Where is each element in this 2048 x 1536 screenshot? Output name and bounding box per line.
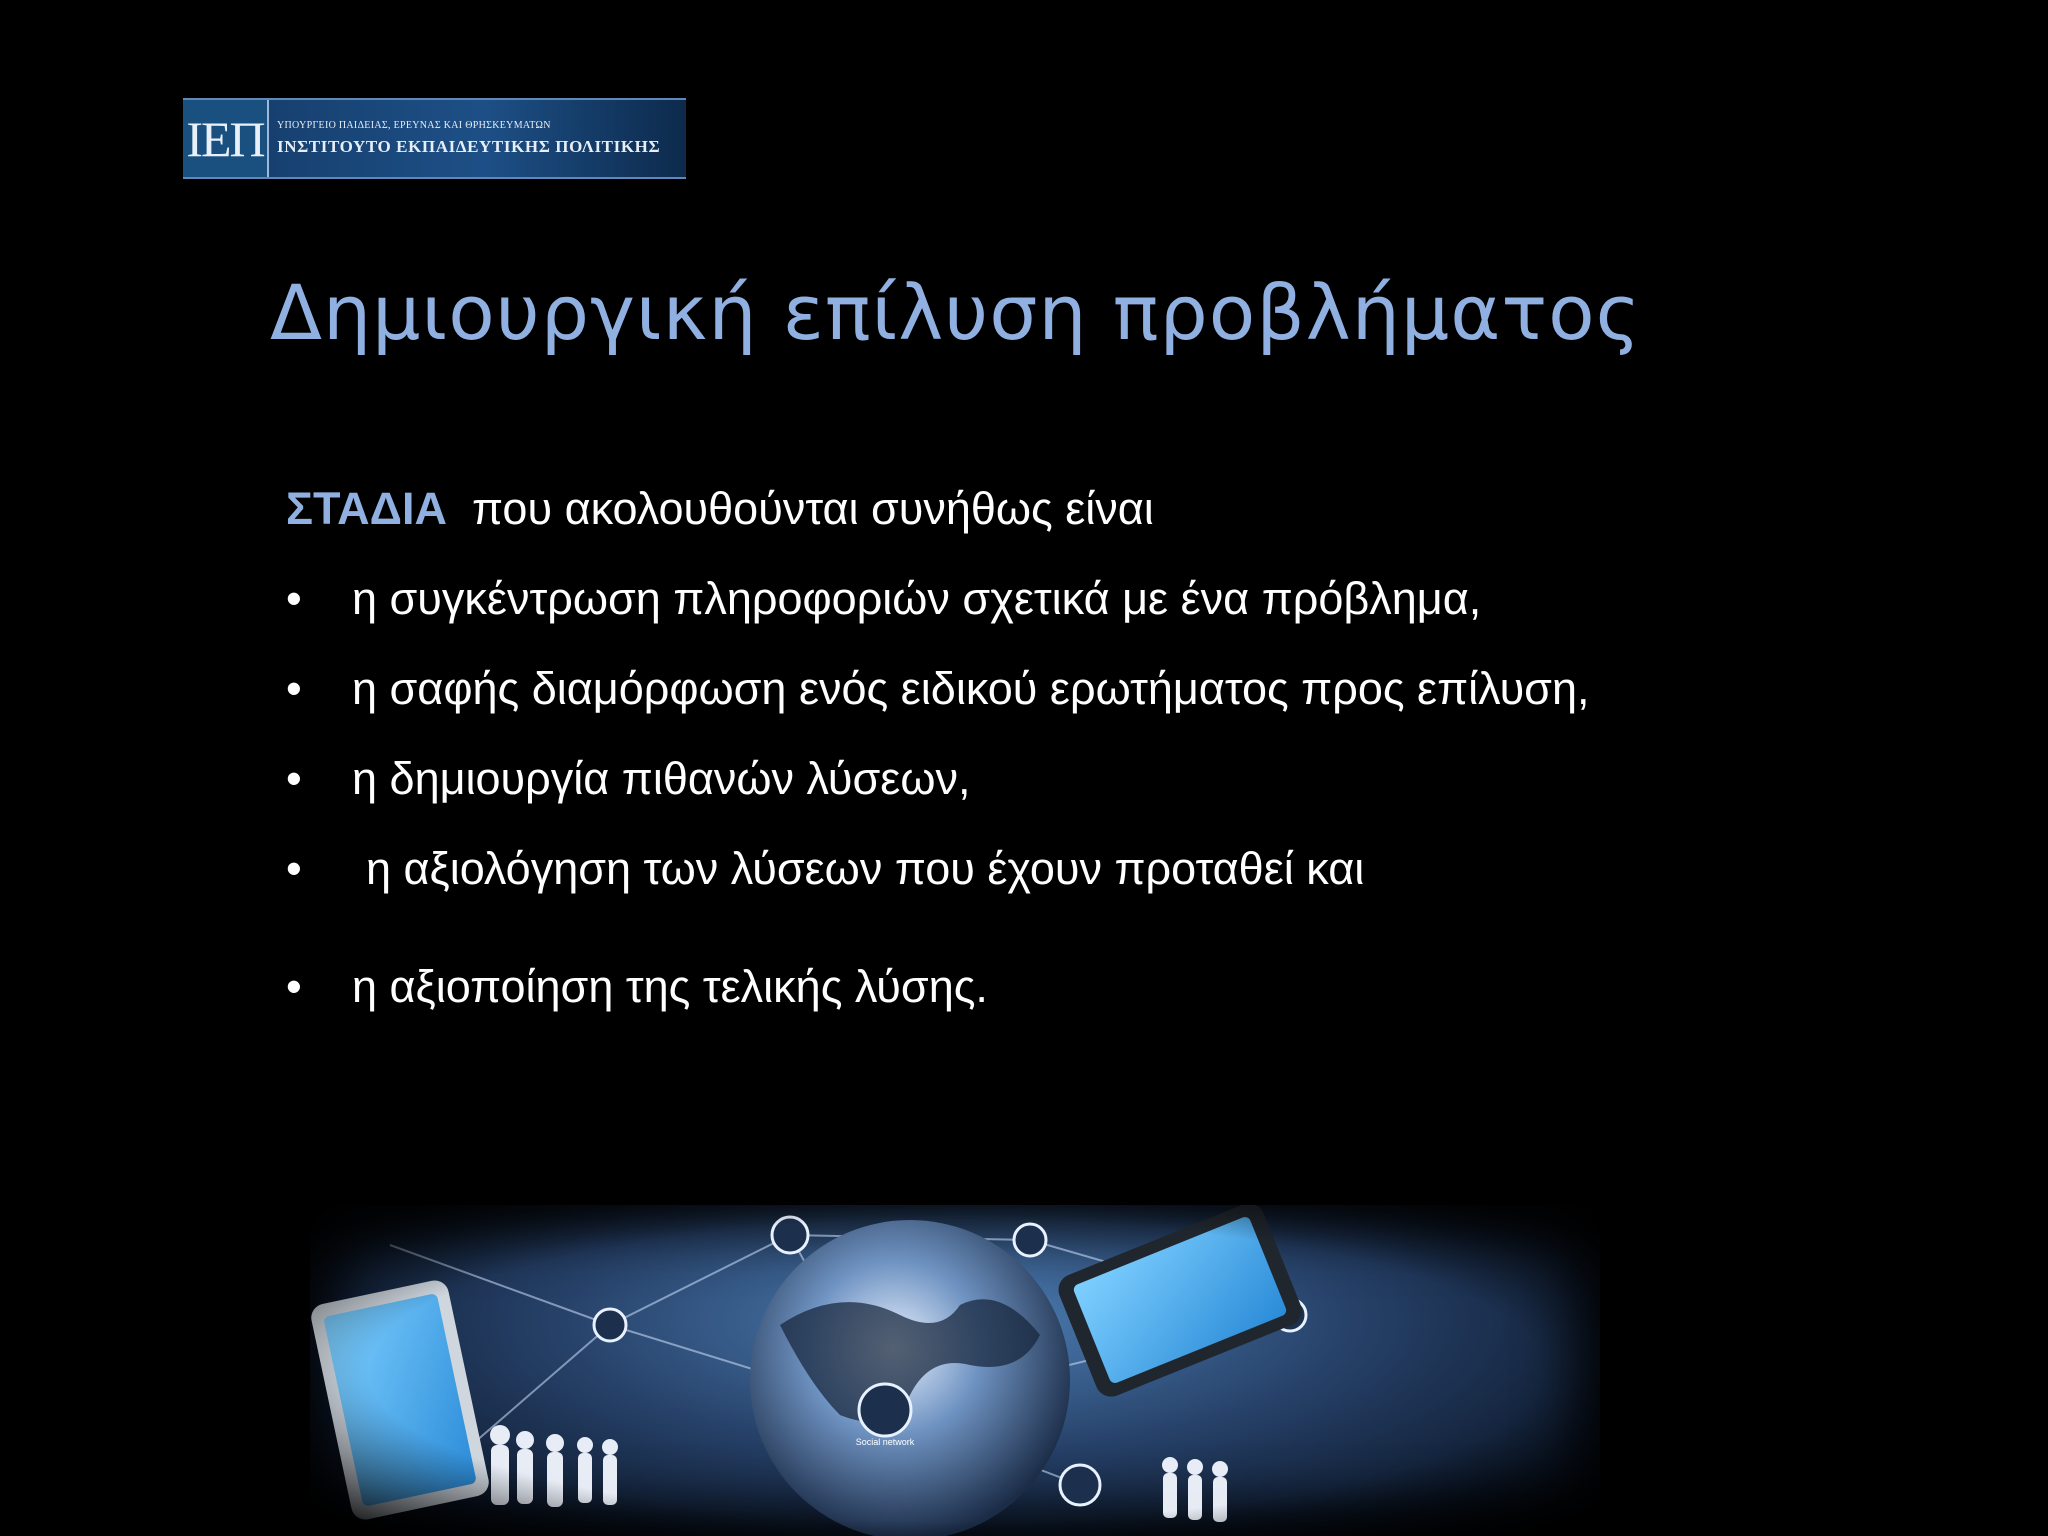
list-item-text: η συγκέντρωση πληροφοριών σχετικά με ένα πρόβλημα, [352, 573, 1482, 624]
list-item [286, 658, 1986, 720]
list-item [286, 838, 1986, 900]
bullet-icon: • [286, 573, 302, 624]
bullet-icon: • [286, 843, 302, 894]
list-item [286, 956, 1986, 1018]
network-illustration [310, 1205, 1600, 1536]
image-vignette [310, 1205, 1600, 1536]
list-item-text: η αξιολόγηση των λύσεων που έχουν προταθεί και [366, 843, 1365, 894]
list-item-text: η αξιοποίηση της τελικής λύσης. [352, 961, 988, 1012]
list-item-text: η σαφής διαμόρφωση ενός ειδικού ερωτήματος προς επίλυση, [352, 663, 1590, 714]
list-item-text: η δημιουργία πιθανών λύσεων, [352, 753, 971, 804]
intro-keyword: ΣΤΑΔΙΑ [286, 483, 447, 534]
bullet-icon: • [286, 663, 302, 714]
list-item [286, 748, 1986, 810]
list-item [286, 568, 1986, 630]
intro-text: που ακολουθούνται συνήθως είναι [472, 483, 1154, 534]
slide-body [286, 478, 1986, 1018]
logo-mark: ΙΕΠ [183, 100, 269, 177]
logo-institute-line: ΙΝΣΤΙΤΟΥΤΟ ΕΚΠΑΙΔΕΥΤΙΚΗΣ ΠΟΛΙΤΙΚΗΣ [277, 137, 661, 156]
bullet-icon: • [286, 753, 302, 804]
iep-logo [183, 98, 686, 179]
stages-list [286, 568, 1986, 1018]
slide-title: Δημιουργική επίλυση προβλήματος [270, 268, 1642, 357]
bullet-icon: • [286, 961, 302, 1012]
technology-network-image [310, 1205, 1600, 1536]
intro-line [286, 478, 1986, 540]
logo-ministry-line: ΥΠΟΥΡΓΕΙΟ ΠΑΙΔΕΙΑΣ, ΕΡΕΥΝΑΣ ΚΑΙ ΘΡΗΣΚΕΥΜΑΤΩΝ [277, 120, 551, 131]
logo-text [269, 100, 686, 177]
